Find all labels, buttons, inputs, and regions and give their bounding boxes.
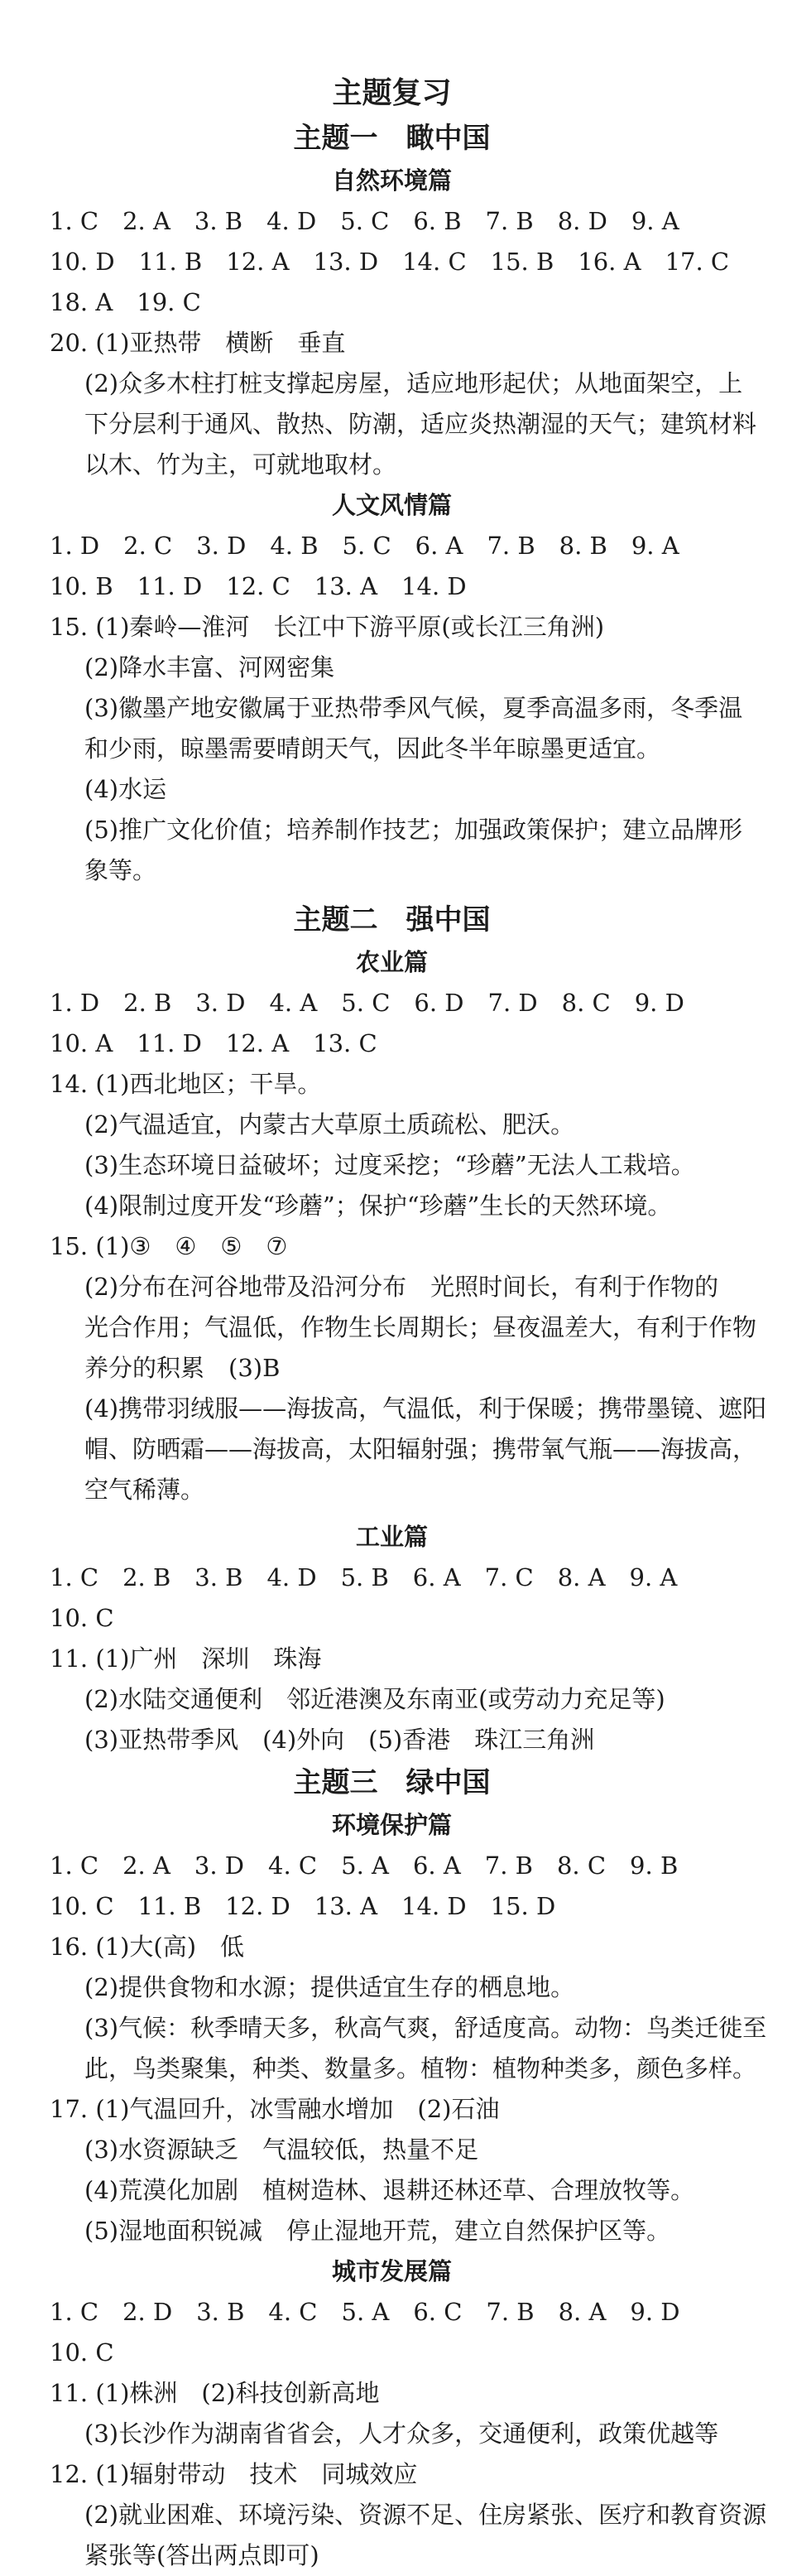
theme2-agriculture-answers [50, 983, 767, 1510]
answer-line: 1. C 2. D 3. B 4. C 5. A 6. C 7. B 8. A 9. D [50, 2298, 680, 2326]
answer-line: (3)气候：秋季晴天多，秋高气爽，舒适度高。动物：鸟类迁徙至 [84, 2014, 767, 2042]
answer-line: 象等。 [84, 856, 157, 884]
answer-line: (4)水运 [84, 775, 167, 803]
theme1-title: 主题一 瞰中国 [293, 122, 491, 155]
theme1-culture-answers [50, 526, 759, 891]
answer-line: (3)生态环境日益破坏；过度采挖；“珍蘑”无法人工栽培。 [84, 1151, 695, 1179]
theme3-city-title: 城市发展篇 [331, 2257, 452, 2285]
answer-line: (2)就业困难、环境污染、资源不足、住房紧张、医疗和教育资源 [84, 2501, 767, 2529]
answer-line: 空气稀薄。 [84, 1476, 205, 1504]
answer-line: (3)水资源缺乏 气温较低，热量不足 [84, 2135, 479, 2164]
theme3-title: 主题三 绿中国 [293, 1766, 491, 1799]
theme1-nature-title: 自然环境篇 [331, 166, 452, 195]
answer-line: 11. (1)株洲 (2)科技创新高地 [50, 2379, 380, 2407]
answer-line: (2)降水丰富、河网密集 [84, 653, 335, 681]
answer-line: (2)水陆交通便利 邻近港澳及东南亚(或劳动力充足等) [84, 1685, 665, 1713]
answer-line: 下分层利于通风、散热、防潮，适应炎热潮湿的天气；建筑材料 [84, 410, 757, 438]
answer-line: 10. D 11. B 12. A 13. D 14. C 15. B 16. A 17. C [50, 248, 730, 276]
answer-line: 和少雨，晾墨需要晴朗天气，因此冬半年晾墨更适宜。 [84, 734, 661, 763]
answer-line: 1. D 2. B 3. D 4. A 5. C 6. D 7. D 8. C 9. D [50, 989, 684, 1017]
answer-line: 12. (1)辐射带动 技术 同城效应 [50, 2460, 418, 2488]
answer-line: (5)湿地面积锐减 停止湿地开荒，建立自然保护区等。 [84, 2217, 671, 2245]
answer-line: 11. (1)广州 深圳 珠海 [50, 1644, 322, 1673]
answer-line: (2)气温适宜，内蒙古大草原土质疏松、肥沃。 [84, 1110, 575, 1139]
theme1-culture-title: 人文风情篇 [331, 491, 452, 519]
theme2-title: 主题二 强中国 [293, 903, 491, 937]
answer-line: 10. C 11. B 12. D 13. A 14. D 15. D [50, 1892, 556, 1920]
theme1-nature-answers [50, 201, 759, 485]
theme3-city-answers [50, 2292, 767, 2576]
answer-line: 光合作用；气温低，作物生长周期长；昼夜温差大，有利于作物 [84, 1313, 757, 1341]
answer-line: 15. (1)③ ④ ⑤ ⑦ [50, 1232, 288, 1260]
answer-line: 17. (1)气温回升，冰雪融水增加 (2)石油 [50, 2095, 500, 2123]
answer-line: 10. C [50, 1604, 114, 1632]
answer-line: 1. C 2. B 3. B 4. D 5. B 6. A 7. C 8. A 9. A [50, 1563, 678, 1591]
answer-line: 紧张等(答出两点即可) [84, 2541, 319, 2569]
answer-line: (4)携带羽绒服——海拔高，气温低，利于保暖；携带墨镜、遮阳 [84, 1394, 767, 1423]
answer-line: (3)长沙作为湖南省省会，人才众多，交通便利，政策优越等 [84, 2420, 719, 2448]
page-title: 主题复习 [332, 75, 452, 110]
answer-line: 10. C [50, 2338, 114, 2367]
answer-line: 18. A 19. C [50, 288, 201, 316]
theme2-industry-answers [50, 1558, 759, 1760]
answer-line: (5)推广文化价值；培养制作技艺；加强政策保护；建立品牌形 [84, 816, 743, 844]
answer-line: (4)荒漠化加剧 植树造林、退耕还林还草、合理放牧等。 [84, 2176, 695, 2204]
answer-line: 1. C 2. A 3. B 4. D 5. C 6. B 7. B 8. D 9. A [50, 207, 679, 235]
answer-line: 10. A 11. D 12. A 13. C [50, 1029, 377, 1057]
answer-line: (4)限制过度开发“珍蘑”；保护“珍蘑”生长的天然环境。 [84, 1192, 672, 1220]
answer-line: 10. B 11. D 12. C 13. A 14. D [50, 572, 467, 600]
answer-line: 14. (1)西北地区；干旱。 [50, 1070, 322, 1098]
answer-line: 1. D 2. C 3. D 4. B 5. C 6. A 7. B 8. B 9. A [50, 532, 679, 560]
answer-line: (3)徽墨产地安徽属于亚热带季风气候，夏季高温多雨，冬季温 [84, 694, 743, 722]
answer-line: 养分的积累 (3)B [84, 1354, 281, 1382]
answer-line: 16. (1)大(高) 低 [50, 1933, 245, 1961]
answer-line: (2)提供食物和水源；提供适宜生存的栖息地。 [84, 1973, 575, 2001]
answer-line: (3)亚热带季风 (4)外向 (5)香港 珠江三角洲 [84, 1726, 595, 1754]
answer-line: 15. (1)秦岭—淮河 长江中下游平原(或长江三角洲) [50, 613, 605, 641]
answer-line: 以木、竹为主，可就地取材。 [84, 450, 397, 479]
answer-line: 1. C 2. A 3. D 4. C 5. A 6. A 7. B 8. C 9. B [50, 1851, 679, 1880]
answer-line: 此，鸟类聚集，种类、数量多。植物：植物种类多，颜色多样。 [84, 2054, 757, 2082]
answer-line: 20. (1)亚热带 横断 垂直 [50, 329, 346, 357]
answer-line: 帽、防晒霜——海拔高，太阳辐射强；携带氧气瓶——海拔高， [84, 1435, 757, 1463]
theme2-industry-title: 工业篇 [355, 1523, 428, 1551]
theme3-environment-title: 环境保护篇 [331, 1811, 452, 1839]
theme3-environment-answers [50, 1846, 767, 2251]
answer-line: (2)众多木柱打桩支撑起房屋，适应地形起伏；从地面架空，上 [84, 369, 743, 397]
answer-line: (2)分布在河谷地带及沿河分布 光照时间长，有利于作物的 [84, 1273, 719, 1301]
theme2-agriculture-title: 农业篇 [355, 948, 428, 976]
